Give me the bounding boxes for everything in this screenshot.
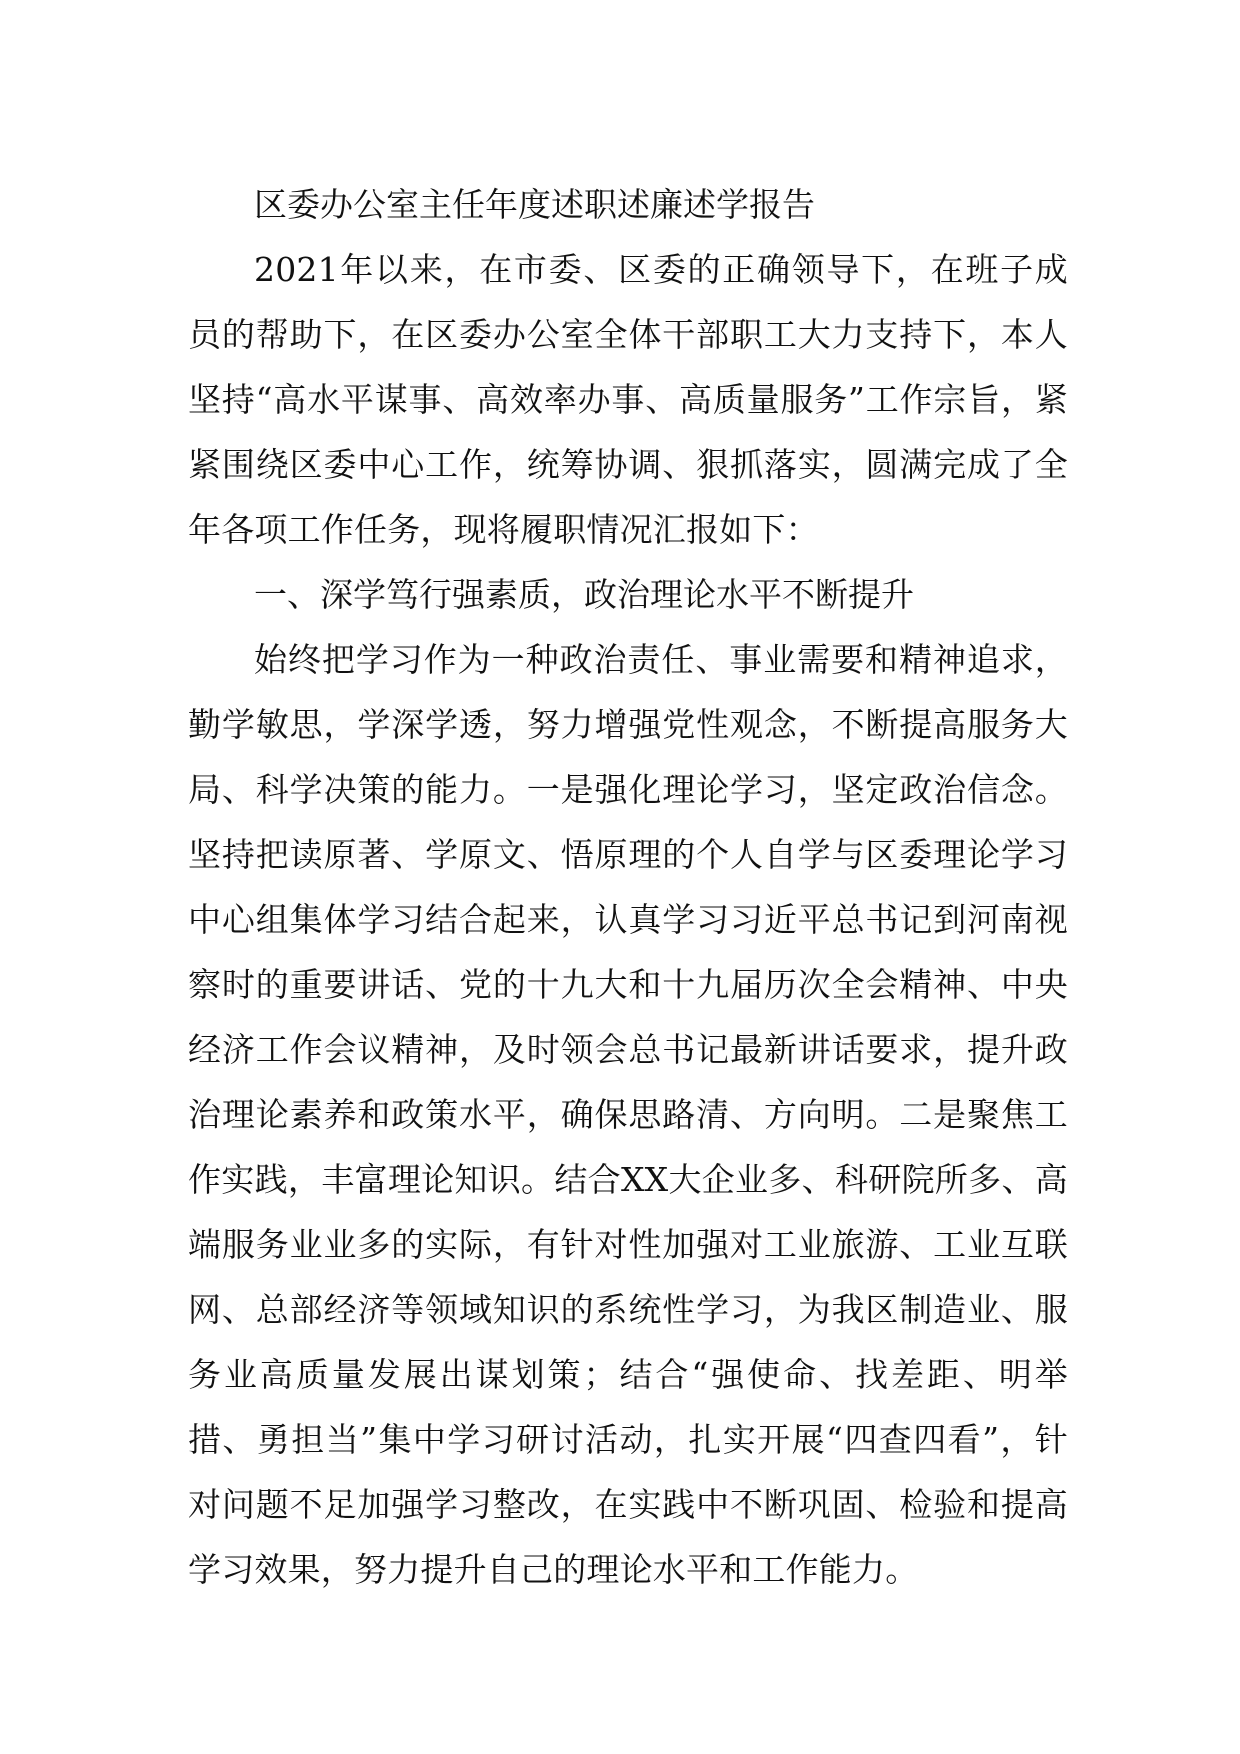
intro-paragraph: 2021年以来，在市委、区委的正确领导下，在班子成员的帮助下，在区委办公室全体干部职工大力支持下，本人坚持“高水平谋事、高效率办事、高质量服务”工作宗旨，紧紧围绕区委中心工作，统筹协调、狠抓落实，圆满完成了全年各项工作任务，现将履职情况汇报如下： xyxy=(188,250,1068,549)
document-title: 区委办公室主任年度述职述廉述学报告 xyxy=(254,185,815,224)
section-paragraph: 始终把学习作为一种政治责任、事业需要和精神追求，勤学敏思，学深学透，努力增强党性观念，不断提高服务大局、科学决策的能力。一是强化理论学习，坚定政治信念。坚持把读原著、学原文、悟原理的个人自学与区委理论学习中心组集体学习结合起来，认真学习习近平总书记到河南视察时的重要讲话、党的十九大和十九届历次全会精神、中央经济工作会议精神，及时领会总书记最新讲话要求，提升政治理论素养和政策水平，确保思路清、方向明。二是聚焦工作实践，丰富理论知识。结合XX大企业多、科研院所多、高端服务业业多的实际，有针对性加强对工业旅游、工业互联网、总部经济等领域知识的系统性学习，为我区制造业、服务业高质量发展出谋划策；结合“强使命、找差距、明举措、勇担当”集中学习研讨活动，扎实开展“四查四看”，针对问题不足加强学习整改，在实践中不断巩固、检验和提高学习效果，努力提升自己的理论水平和工作能力。 xyxy=(188,640,1068,1589)
document-body xyxy=(188,172,1068,1602)
section-heading: 一、深学笃行强素质，政治理论水平不断提升 xyxy=(254,575,914,614)
